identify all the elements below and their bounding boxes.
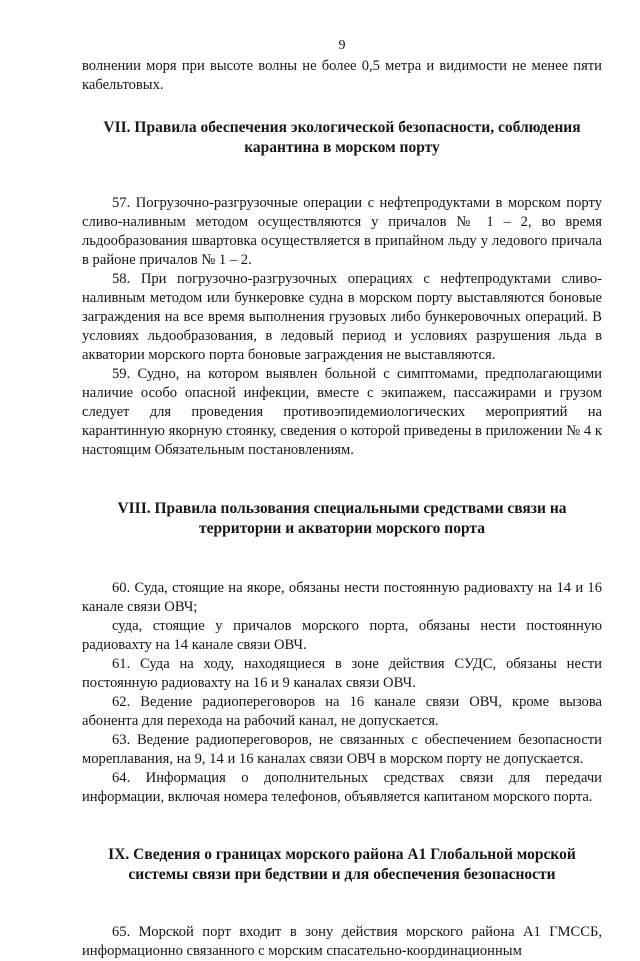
paragraph-59: 59. Судно, на котором выявлен больной с симптомами, предполагающими наличие особо опасной инфекции, вместе с экипажем, пассажирами и грузом следует для проведения противоэпидемиологических мероприятий на карантинную якорную стоянку, сведения о которой приведены в приложении № 4 к настоящим Обязательным постановлениям. bbox=[82, 366, 602, 458]
paragraph-61: 61. Суда на ходу, находящиеся в зоне действия СУДС, обязаны нести постоянную радиовахту на 16 и 9 каналах связи ОВЧ. bbox=[82, 656, 602, 691]
section-heading-viii: VIII. Правила пользования специальными средствами связи на территории и акватории морского порта bbox=[117, 500, 567, 537]
paragraph-64: 64. Информация о дополнительных средствах связи для передачи информации, включая номера телефонов, объявляется капитаном морского порта. bbox=[82, 770, 602, 805]
section-heading-vii: VII. Правила обеспечения экологической безопасности, соблюдения карантина в морском порту bbox=[103, 119, 581, 156]
paragraph-65: 65. Морской порт входит в зону действия морского района А1 ГМССБ, информационно связанного с морским спасательно-координационным bbox=[82, 924, 602, 959]
paragraph-63: 63. Ведение радиопереговоров, не связанных с обеспечением безопасности мореплавания, на 9, 14 и 16 каналах связи ОВЧ в морском порту не допускается. bbox=[82, 732, 602, 767]
paragraph-57: 57. Погрузочно-разгрузочные операции с нефтепродуктами в морском порту сливо-наливным методом осуществляются у причалов № 1 – 2, во время льдообразования швартовка осуществляется в припайном льду у ледового причала в районе причалов № 1 – 2. bbox=[82, 195, 602, 268]
section-heading-ix: IX. Сведения о границах морского района А1 Глобальной морской системы связи при бедствии и для обеспечения безопасности bbox=[108, 846, 576, 883]
page-number: 9 bbox=[338, 38, 346, 53]
paragraph-62: 62. Ведение радиопереговоров на 16 канале связи ОВЧ, кроме вызова абонента для перехода на рабочий канал, не допускается. bbox=[82, 694, 602, 729]
paragraph-60-cont: суда, стоящие у причалов морского порта, обязаны нести постоянную радиовахту на 14 канале связи ОВЧ. bbox=[82, 618, 602, 653]
intro-paragraph: волнении моря при высоте волны не более 0,5 метра и видимости не менее пяти кабельтовых. bbox=[82, 58, 602, 93]
paragraph-58: 58. При погрузочно-разгрузочных операциях с нефтепродуктами сливо-наливным методом или бункеровке судна в морском порту выставляются боновые заграждения на все время выполнения грузовых либо бункеровочных операций. В условиях льдообразования, в ледовый период и условиях разрушения льда в акватории морского порта боновые заграждения не выставляются. bbox=[82, 271, 602, 363]
paragraph-60: 60. Суда, стоящие на якоре, обязаны нести постоянную радиовахту на 14 и 16 канале связи ОВЧ; bbox=[82, 580, 602, 615]
